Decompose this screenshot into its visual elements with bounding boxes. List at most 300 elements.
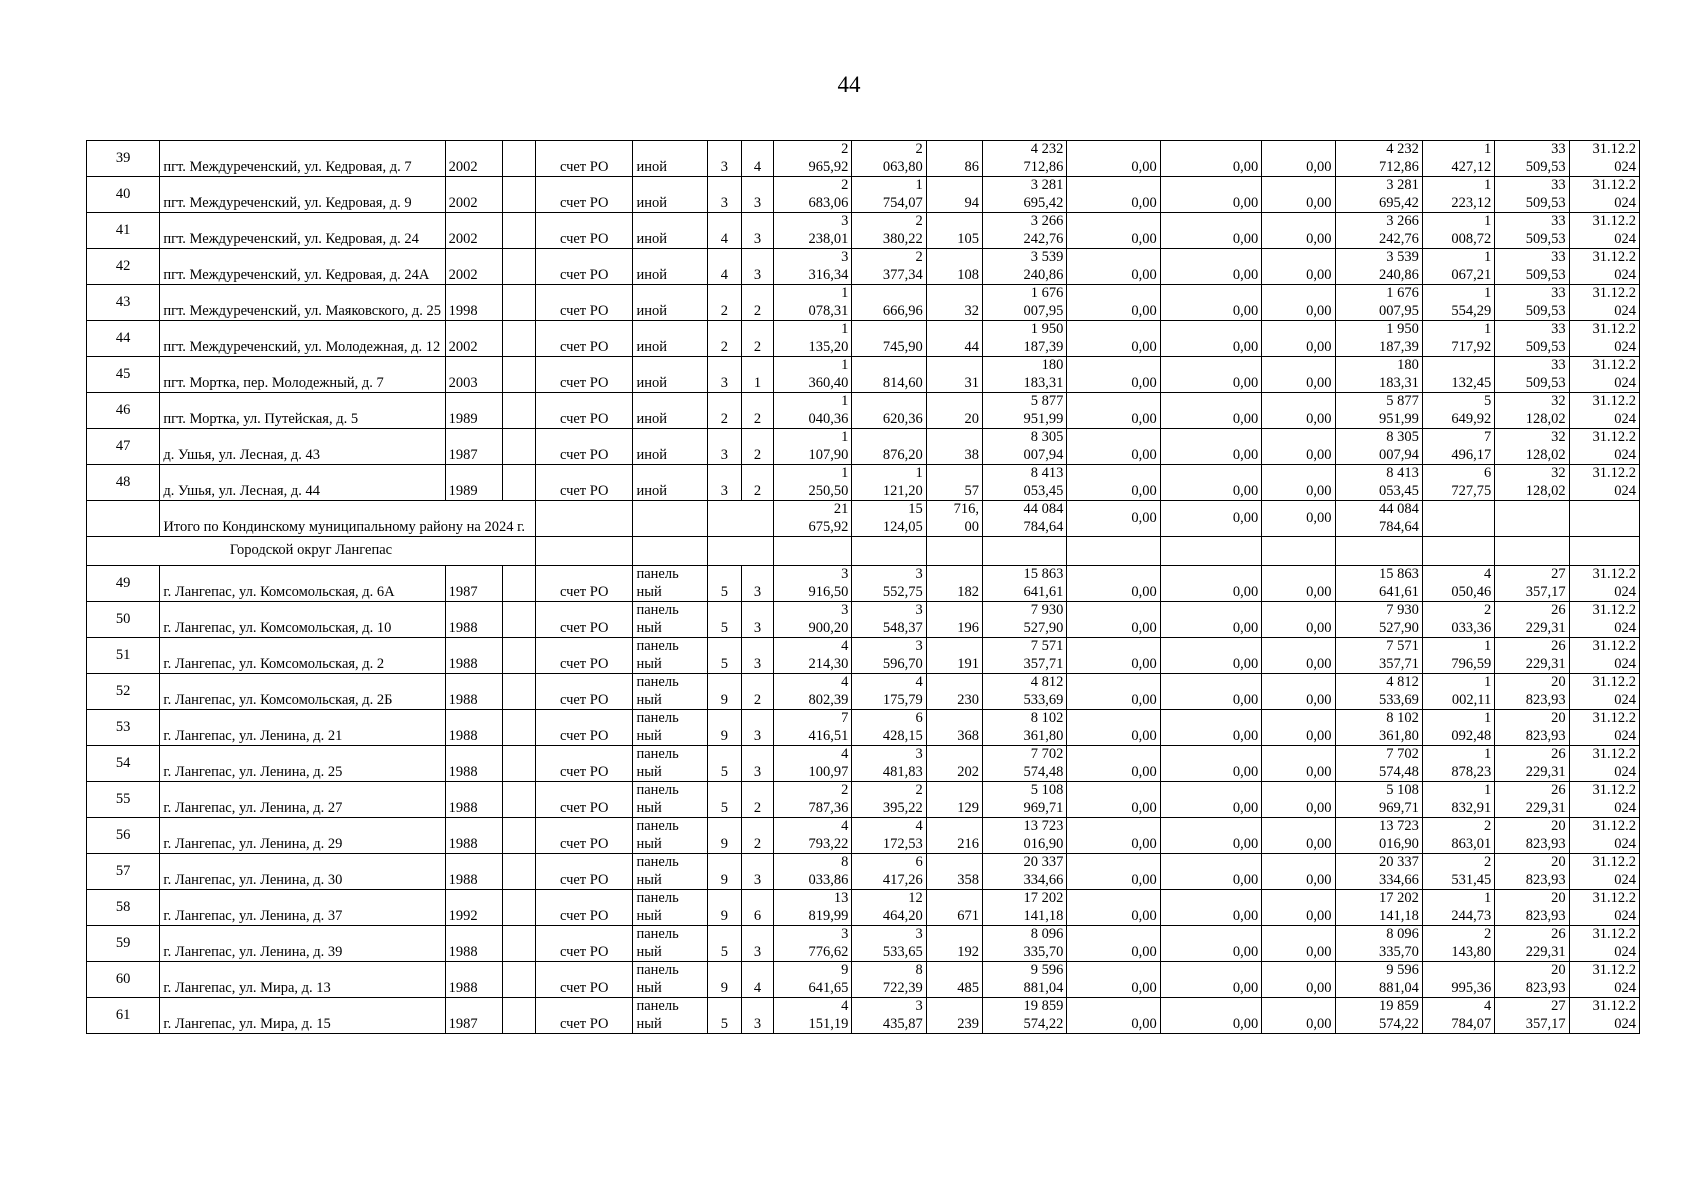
cell-empty xyxy=(1569,537,1639,566)
housing-registry-table xyxy=(86,140,1640,1034)
cell-n: 52 xyxy=(87,674,160,710)
cell-n: 43 xyxy=(87,285,160,321)
cell-people: 191 xyxy=(926,638,982,674)
cell-fund: счет РО xyxy=(536,638,633,674)
cell-unit: 2 531,45 xyxy=(1422,854,1494,890)
cell-area1: 1 250,50 xyxy=(774,465,852,501)
cell-limit: 26 229,31 xyxy=(1495,746,1569,782)
cell-area1: 1 040,36 xyxy=(774,393,852,429)
cell-area2: 1 121,20 xyxy=(852,465,926,501)
cell-wall: панель ный xyxy=(633,566,707,602)
cell-n: 44 xyxy=(87,321,160,357)
cell-cost: 17 202 141,18 xyxy=(982,890,1066,926)
cell-unit: 2 863,01 xyxy=(1422,818,1494,854)
cell-n: 54 xyxy=(87,746,160,782)
cell-f3: 0,00 xyxy=(1262,429,1335,465)
cell-addr: г. Лангепас, ул. Мира, д. 13 xyxy=(160,962,445,998)
cell-limit: 27 357,17 xyxy=(1495,566,1569,602)
cell-f2: 0,00 xyxy=(1160,674,1261,710)
cell-empty xyxy=(774,537,852,566)
total-people: 716, 00 xyxy=(926,501,982,537)
cell-area2: 4 172,53 xyxy=(852,818,926,854)
total-cost: 44 084 784,64 xyxy=(982,501,1066,537)
cell-own: 8 413 053,45 xyxy=(1335,465,1422,501)
cell-cost: 3 281 695,42 xyxy=(982,177,1066,213)
cell-fund: счет РО xyxy=(536,818,633,854)
cell-f2: 0,00 xyxy=(1160,393,1261,429)
cell-own: 3 281 695,42 xyxy=(1335,177,1422,213)
cell-f2: 0,00 xyxy=(1160,638,1261,674)
cell-addr: г. Лангепас, ул. Ленина, д. 37 xyxy=(160,890,445,926)
cell-year: 1988 xyxy=(445,638,502,674)
cell-area1: 4 793,22 xyxy=(774,818,852,854)
cell-f3: 0,00 xyxy=(1262,926,1335,962)
table-row xyxy=(87,602,1640,638)
cell-own: 5 877 951,99 xyxy=(1335,393,1422,429)
cell-unit: 7 496,17 xyxy=(1422,429,1494,465)
cell-limit: 33 509,53 xyxy=(1495,177,1569,213)
cell-own: 5 108 969,71 xyxy=(1335,782,1422,818)
cell-f3: 0,00 xyxy=(1262,638,1335,674)
cell-wall: иной xyxy=(633,393,707,429)
cell-n: 59 xyxy=(87,926,160,962)
cell-fund: счет РО xyxy=(536,429,633,465)
cell-date: 31.12.2 024 xyxy=(1569,818,1639,854)
cell-ent: 3 xyxy=(741,602,773,638)
cell-addr: пгт. Междуреченский, ул. Кедровая, д. 7 xyxy=(160,141,445,177)
cell-f3: 0,00 xyxy=(1262,962,1335,998)
cell-unit: 2 033,36 xyxy=(1422,602,1494,638)
cell-f1: 0,00 xyxy=(1067,393,1160,429)
cell-wall: панель ный xyxy=(633,854,707,890)
cell-date: 31.12.2 024 xyxy=(1569,926,1639,962)
cell-addr: пгт. Междуреченский, ул. Молодежная, д. 12 xyxy=(160,321,445,357)
cell-unit: 1 427,12 xyxy=(1422,141,1494,177)
cell-people: 38 xyxy=(926,429,982,465)
cell-own: 17 202 141,18 xyxy=(1335,890,1422,926)
cell-ent: 3 xyxy=(741,566,773,602)
cell-people: 105 xyxy=(926,213,982,249)
cell-year: 1988 xyxy=(445,746,502,782)
cell-c4 xyxy=(502,429,535,465)
cell-wall: иной xyxy=(633,285,707,321)
cell-unit: 5 649,92 xyxy=(1422,393,1494,429)
table-row xyxy=(87,213,1640,249)
cell-addr: г. Лангепас, ул. Комсомольская, д. 2 xyxy=(160,638,445,674)
cell-f3: 0,00 xyxy=(1262,357,1335,393)
cell-fund: счет РО xyxy=(536,782,633,818)
cell-limit: 26 229,31 xyxy=(1495,926,1569,962)
cell-own: 7 702 574,48 xyxy=(1335,746,1422,782)
cell-f3: 0,00 xyxy=(1262,710,1335,746)
cell-people: 230 xyxy=(926,674,982,710)
cell-limit: 27 357,17 xyxy=(1495,998,1569,1034)
cell-f1: 0,00 xyxy=(1067,357,1160,393)
table-row xyxy=(87,357,1640,393)
cell-year: 2002 xyxy=(445,321,502,357)
cell-cost: 8 096 335,70 xyxy=(982,926,1066,962)
table-row xyxy=(87,962,1640,998)
cell-floors: 4 xyxy=(707,249,741,285)
cell-area1: 3 900,20 xyxy=(774,602,852,638)
cell-c4 xyxy=(502,249,535,285)
total-label: Итого по Кондинскому муниципальному району на 2024 г. xyxy=(160,501,536,537)
cell-own: 4 232 712,86 xyxy=(1335,141,1422,177)
cell-area1: 4 802,39 xyxy=(774,674,852,710)
cell-wall: панель ный xyxy=(633,602,707,638)
cell-addr: г. Лангепас, ул. Комсомольская, д. 10 xyxy=(160,602,445,638)
cell-area2: 1 754,07 xyxy=(852,177,926,213)
total-own: 44 084 784,64 xyxy=(1335,501,1422,537)
cell-area1: 3 776,62 xyxy=(774,926,852,962)
cell-area2: 12 464,20 xyxy=(852,890,926,926)
cell-n: 39 xyxy=(87,141,160,177)
cell-limit: 20 823,93 xyxy=(1495,890,1569,926)
cell-floors: 3 xyxy=(707,429,741,465)
cell-year: 2002 xyxy=(445,213,502,249)
table-row xyxy=(87,674,1640,710)
cell-empty xyxy=(87,501,160,537)
cell-year: 1988 xyxy=(445,710,502,746)
cell-f1: 0,00 xyxy=(1067,962,1160,998)
cell-fund: счет РО xyxy=(536,465,633,501)
cell-limit: 20 823,93 xyxy=(1495,962,1569,998)
cell-cost: 7 571 357,71 xyxy=(982,638,1066,674)
cell-floors: 9 xyxy=(707,890,741,926)
total-f1: 0,00 xyxy=(1067,501,1160,537)
cell-people: 671 xyxy=(926,890,982,926)
cell-limit: 33 509,53 xyxy=(1495,249,1569,285)
cell-f2: 0,00 xyxy=(1160,710,1261,746)
cell-cost: 3 539 240,86 xyxy=(982,249,1066,285)
cell-cost: 1 676 007,95 xyxy=(982,285,1066,321)
cell-c4 xyxy=(502,674,535,710)
cell-empty xyxy=(852,537,926,566)
cell-cost: 20 337 334,66 xyxy=(982,854,1066,890)
cell-f3: 0,00 xyxy=(1262,321,1335,357)
cell-addr: г. Лангепас, ул. Комсомольская, д. 2Б xyxy=(160,674,445,710)
cell-year: 1987 xyxy=(445,998,502,1034)
cell-date: 31.12.2 024 xyxy=(1569,177,1639,213)
cell-fund: счет РО xyxy=(536,249,633,285)
cell-limit: 20 823,93 xyxy=(1495,854,1569,890)
cell-f3: 0,00 xyxy=(1262,249,1335,285)
cell-people: 239 xyxy=(926,998,982,1034)
cell-wall: иной xyxy=(633,357,707,393)
cell-year: 1987 xyxy=(445,429,502,465)
cell-addr: г. Лангепас, ул. Комсомольская, д. 6А xyxy=(160,566,445,602)
cell-limit: 20 823,93 xyxy=(1495,710,1569,746)
cell-f1: 0,00 xyxy=(1067,710,1160,746)
cell-c4 xyxy=(502,465,535,501)
cell-f1: 0,00 xyxy=(1067,465,1160,501)
cell-f2: 0,00 xyxy=(1160,818,1261,854)
cell-c4 xyxy=(502,926,535,962)
cell-f1: 0,00 xyxy=(1067,249,1160,285)
cell-date: 31.12.2 024 xyxy=(1569,998,1639,1034)
cell-date: 31.12.2 024 xyxy=(1569,782,1639,818)
cell-limit: 26 229,31 xyxy=(1495,602,1569,638)
cell-date: 31.12.2 024 xyxy=(1569,465,1639,501)
cell-f1: 0,00 xyxy=(1067,177,1160,213)
cell-unit: 1 008,72 xyxy=(1422,213,1494,249)
cell-cost: 1 950 187,39 xyxy=(982,321,1066,357)
cell-year: 1987 xyxy=(445,566,502,602)
total-f2: 0,00 xyxy=(1160,501,1261,537)
cell-addr: г. Лангепас, ул. Ленина, д. 25 xyxy=(160,746,445,782)
cell-area1: 1 078,31 xyxy=(774,285,852,321)
cell-n: 53 xyxy=(87,710,160,746)
cell-unit: 6 727,75 xyxy=(1422,465,1494,501)
table-body xyxy=(87,141,1640,1034)
cell-cost: 8 305 007,94 xyxy=(982,429,1066,465)
table-row xyxy=(87,465,1640,501)
cell-own: 7 930 527,90 xyxy=(1335,602,1422,638)
cell-fund: счет РО xyxy=(536,998,633,1034)
cell-ent: 3 xyxy=(741,213,773,249)
cell-wall: панель ный xyxy=(633,638,707,674)
cell-f2: 0,00 xyxy=(1160,602,1261,638)
cell-floors: 5 xyxy=(707,782,741,818)
cell-year: 1988 xyxy=(445,962,502,998)
cell-wall: иной xyxy=(633,249,707,285)
cell-empty xyxy=(1422,537,1494,566)
cell-unit: 1 796,59 xyxy=(1422,638,1494,674)
cell-date: 31.12.2 024 xyxy=(1569,393,1639,429)
cell-f3: 0,00 xyxy=(1262,602,1335,638)
cell-addr: г. Лангепас, ул. Ленина, д. 39 xyxy=(160,926,445,962)
cell-floors: 2 xyxy=(707,285,741,321)
cell-area2: 3 533,65 xyxy=(852,926,926,962)
cell-empty xyxy=(633,537,707,566)
cell-ent: 3 xyxy=(741,746,773,782)
cell-year: 2002 xyxy=(445,177,502,213)
cell-cost: 4 232 712,86 xyxy=(982,141,1066,177)
cell-area2: 666,96 xyxy=(852,285,926,321)
cell-area1: 4 214,30 xyxy=(774,638,852,674)
cell-floors: 3 xyxy=(707,141,741,177)
cell-c4 xyxy=(502,710,535,746)
cell-fund: счет РО xyxy=(536,566,633,602)
cell-area2: 876,20 xyxy=(852,429,926,465)
cell-ent: 2 xyxy=(741,782,773,818)
cell-c4 xyxy=(502,746,535,782)
cell-f1: 0,00 xyxy=(1067,854,1160,890)
cell-unit: 1 067,21 xyxy=(1422,249,1494,285)
cell-empty xyxy=(536,537,633,566)
cell-limit: 26 229,31 xyxy=(1495,782,1569,818)
cell-date: 31.12.2 024 xyxy=(1569,638,1639,674)
cell-cost: 8 413 053,45 xyxy=(982,465,1066,501)
cell-own: 20 337 334,66 xyxy=(1335,854,1422,890)
cell-date: 31.12.2 024 xyxy=(1569,890,1639,926)
cell-own: 9 596 881,04 xyxy=(1335,962,1422,998)
cell-n: 50 xyxy=(87,602,160,638)
cell-empty xyxy=(1569,501,1639,537)
cell-people: 108 xyxy=(926,249,982,285)
cell-f3: 0,00 xyxy=(1262,566,1335,602)
cell-fund: счет РО xyxy=(536,926,633,962)
cell-unit: 1 092,48 xyxy=(1422,710,1494,746)
cell-area1: 3 238,01 xyxy=(774,213,852,249)
cell-floors: 5 xyxy=(707,602,741,638)
cell-cost: 13 723 016,90 xyxy=(982,818,1066,854)
cell-fund: счет РО xyxy=(536,854,633,890)
cell-floors: 9 xyxy=(707,854,741,890)
cell-limit: 32 128,02 xyxy=(1495,393,1569,429)
cell-ent: 2 xyxy=(741,321,773,357)
cell-people: 192 xyxy=(926,926,982,962)
cell-people: 216 xyxy=(926,818,982,854)
cell-people: 94 xyxy=(926,177,982,213)
cell-year: 1988 xyxy=(445,818,502,854)
cell-area1: 2 683,06 xyxy=(774,177,852,213)
cell-ent: 4 xyxy=(741,141,773,177)
cell-date: 31.12.2 024 xyxy=(1569,674,1639,710)
cell-c4 xyxy=(502,141,535,177)
cell-area2: 4 175,79 xyxy=(852,674,926,710)
cell-wall: иной xyxy=(633,321,707,357)
cell-ent: 3 xyxy=(741,249,773,285)
cell-f3: 0,00 xyxy=(1262,782,1335,818)
cell-year: 1992 xyxy=(445,890,502,926)
cell-limit: 33 509,53 xyxy=(1495,213,1569,249)
cell-fund: счет РО xyxy=(536,177,633,213)
cell-fund: счет РО xyxy=(536,602,633,638)
cell-f3: 0,00 xyxy=(1262,177,1335,213)
cell-f1: 0,00 xyxy=(1067,998,1160,1034)
page-number: 44 xyxy=(837,72,861,97)
cell-area1: 7 416,51 xyxy=(774,710,852,746)
cell-addr: пгт. Мортка, пер. Молодежный, д. 7 xyxy=(160,357,445,393)
cell-area1: 4 100,97 xyxy=(774,746,852,782)
cell-wall: иной xyxy=(633,141,707,177)
cell-date: 31.12.2 024 xyxy=(1569,602,1639,638)
cell-c4 xyxy=(502,854,535,890)
cell-wall: панель ный xyxy=(633,962,707,998)
cell-c4 xyxy=(502,285,535,321)
cell-year: 1989 xyxy=(445,393,502,429)
total-area1: 21 675,92 xyxy=(774,501,852,537)
cell-n: 41 xyxy=(87,213,160,249)
cell-area2: 2 395,22 xyxy=(852,782,926,818)
cell-ent: 3 xyxy=(741,177,773,213)
cell-floors: 2 xyxy=(707,393,741,429)
cell-year: 1998 xyxy=(445,285,502,321)
cell-f2: 0,00 xyxy=(1160,746,1261,782)
cell-f3: 0,00 xyxy=(1262,890,1335,926)
cell-c4 xyxy=(502,393,535,429)
cell-cost: 15 863 641,61 xyxy=(982,566,1066,602)
cell-unit: 1 717,92 xyxy=(1422,321,1494,357)
cell-ent: 2 xyxy=(741,674,773,710)
cell-unit: 4 784,07 xyxy=(1422,998,1494,1034)
cell-people: 31 xyxy=(926,357,982,393)
cell-cost: 8 102 361,80 xyxy=(982,710,1066,746)
table-row xyxy=(87,854,1640,890)
cell-floors: 5 xyxy=(707,926,741,962)
cell-empty xyxy=(1335,537,1422,566)
cell-floors: 3 xyxy=(707,465,741,501)
table-row xyxy=(87,141,1640,177)
cell-area1: 1 107,90 xyxy=(774,429,852,465)
cell-limit: 20 823,93 xyxy=(1495,818,1569,854)
cell-fund: счет РО xyxy=(536,321,633,357)
cell-people: 20 xyxy=(926,393,982,429)
cell-c4 xyxy=(502,177,535,213)
table-row xyxy=(87,746,1640,782)
cell-floors: 9 xyxy=(707,674,741,710)
cell-floors: 4 xyxy=(707,213,741,249)
cell-own: 1 950 187,39 xyxy=(1335,321,1422,357)
group-title: Городской округ Лангепас xyxy=(87,537,536,566)
cell-f2: 0,00 xyxy=(1160,357,1261,393)
cell-ent: 2 xyxy=(741,818,773,854)
cell-area2: 3 552,75 xyxy=(852,566,926,602)
cell-unit: 1 878,23 xyxy=(1422,746,1494,782)
cell-f2: 0,00 xyxy=(1160,962,1261,998)
cell-f2: 0,00 xyxy=(1160,249,1261,285)
cell-fund: счет РО xyxy=(536,141,633,177)
cell-f1: 0,00 xyxy=(1067,746,1160,782)
total-area2: 15 124,05 xyxy=(852,501,926,537)
cell-f2: 0,00 xyxy=(1160,177,1261,213)
cell-people: 44 xyxy=(926,321,982,357)
cell-year: 1988 xyxy=(445,854,502,890)
cell-f3: 0,00 xyxy=(1262,818,1335,854)
cell-f1: 0,00 xyxy=(1067,926,1160,962)
cell-c4 xyxy=(502,213,535,249)
cell-area2: 6 417,26 xyxy=(852,854,926,890)
cell-f1: 0,00 xyxy=(1067,285,1160,321)
cell-fund: счет РО xyxy=(536,710,633,746)
cell-fund: счет РО xyxy=(536,357,633,393)
cell-area2: 3 435,87 xyxy=(852,998,926,1034)
cell-date: 31.12.2 024 xyxy=(1569,854,1639,890)
cell-f3: 0,00 xyxy=(1262,998,1335,1034)
cell-f3: 0,00 xyxy=(1262,141,1335,177)
cell-own: 7 571 357,71 xyxy=(1335,638,1422,674)
cell-people: 485 xyxy=(926,962,982,998)
cell-n: 61 xyxy=(87,998,160,1034)
cell-n: 55 xyxy=(87,782,160,818)
cell-f3: 0,00 xyxy=(1262,285,1335,321)
table-row xyxy=(87,998,1640,1034)
cell-wall: панель ный xyxy=(633,782,707,818)
cell-date: 31.12.2 024 xyxy=(1569,213,1639,249)
cell-own: 15 863 641,61 xyxy=(1335,566,1422,602)
table-row xyxy=(87,566,1640,602)
cell-addr: пгт. Междуреченский, ул. Кедровая, д. 24 xyxy=(160,213,445,249)
cell-ent: 2 xyxy=(741,429,773,465)
cell-cost: 9 596 881,04 xyxy=(982,962,1066,998)
cell-limit: 26 229,31 xyxy=(1495,638,1569,674)
cell-date: 31.12.2 024 xyxy=(1569,962,1639,998)
cell-people: 202 xyxy=(926,746,982,782)
cell-date: 31.12.2 024 xyxy=(1569,357,1639,393)
cell-year: 1988 xyxy=(445,926,502,962)
cell-unit: 1 244,73 xyxy=(1422,890,1494,926)
cell-c4 xyxy=(502,962,535,998)
cell-ent: 4 xyxy=(741,962,773,998)
table-row xyxy=(87,249,1640,285)
cell-year: 2002 xyxy=(445,249,502,285)
cell-addr: пгт. Междуреченский, ул. Кедровая, д. 24А xyxy=(160,249,445,285)
cell-f2: 0,00 xyxy=(1160,998,1261,1034)
cell-ent: 2 xyxy=(741,285,773,321)
cell-area1: 3 316,34 xyxy=(774,249,852,285)
cell-wall: панель ный xyxy=(633,674,707,710)
